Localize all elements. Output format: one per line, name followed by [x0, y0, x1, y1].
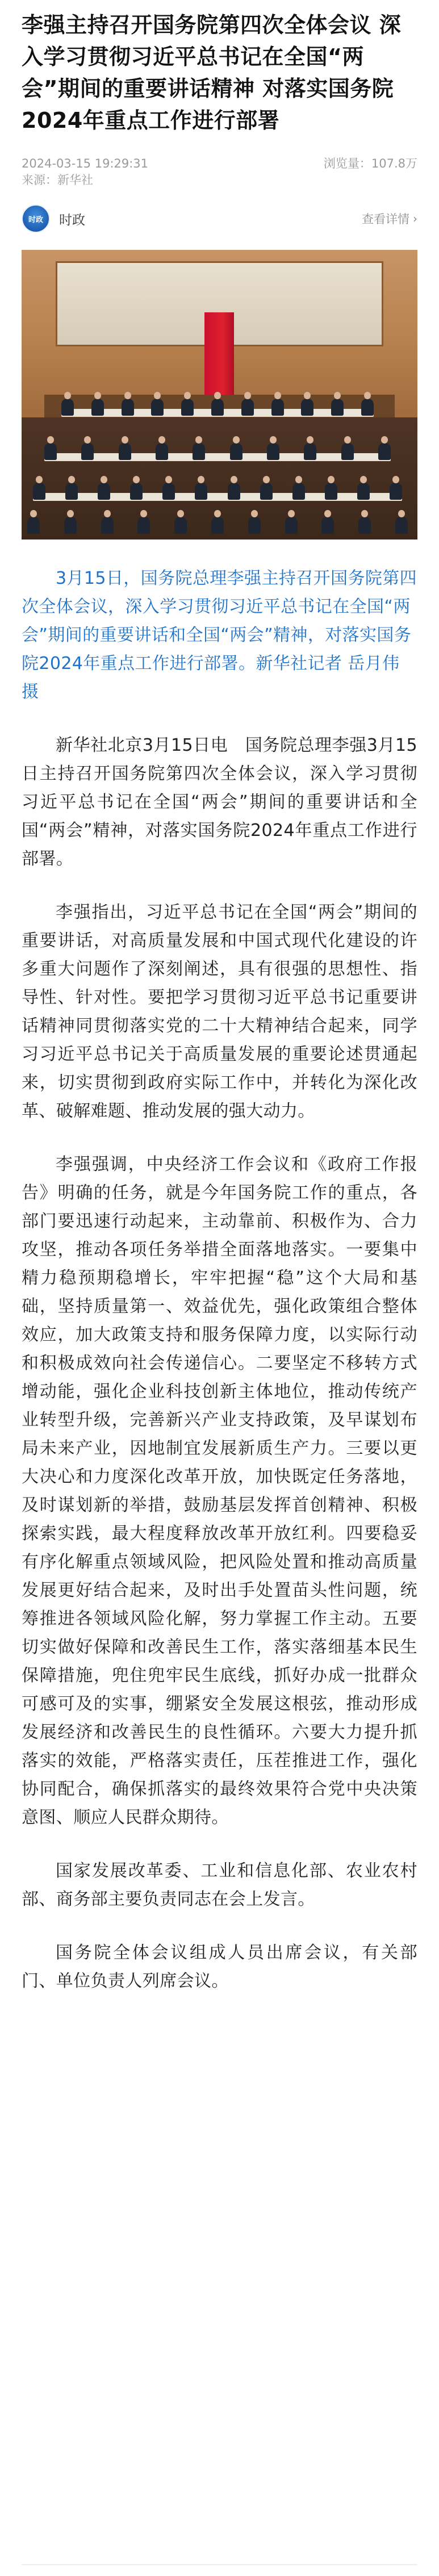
photo-attendee	[228, 483, 240, 500]
photo-attendee	[162, 483, 175, 500]
article-source: 来源：新华社	[22, 173, 93, 187]
photo-attendee	[211, 517, 224, 534]
photo-attendee	[122, 399, 134, 416]
photo-attendee	[156, 443, 168, 460]
photo-table	[44, 453, 391, 461]
photo-attendee	[248, 517, 261, 534]
body-paragraph-3: 李强强调，中央经济工作会议和《政府工作报告》明确的任务，就是今年国务院工作的重点，各部门要迅速行动起来，主动靠前、积极作为、合力攻坚，推动各项任务举措全面落地落实。一要集中精力稳预期稳增长，牢牢把握“稳”这个大局和基础，坚持质量第一、效益优先，强化政策组合整体效应，加大政策支持和服务保障力度，以实际行动和积极成效向社会传递信心。二要坚定不移转方式增动能，强化企业科技创新主体地位，推动传统产业转型升级，完善新兴产业支持政策，及早谋划布局未来产业，因地制宜发展新质生产力。三要以更大决心和力度深化改革开放，加快既定任务落地，及时谋划新的举措，鼓励基层发挥首创精神、积极探索实践，最大程度释放改革开放红利。四要稳妥有序化解重点领域风险，把风险处置和推动高质量发展更好结合起来，及时出手处置苗头性问题，统筹推进各领域风险化解，努力掌握工作主动。五要切实做好保障和改善民生工作，落实落细基本民生保障措施，兜住兜牢民生底线，抓好办成一批群众可感可及的实事，绷紧安全发展这根弦，推动形成发展经济和改善民生的良性循环。六要大力提升抓落实的效能，严格落实责任，压茬推进工作，强化协同配合，确保抓落实的最终效果符合党中央决策意图、顺应人民群众期待。	[22, 1155, 417, 1828]
photo-attendee	[61, 399, 74, 416]
body-paragraph-4: 国家发展改革委、工业和信息化部、农业农村部、商务部主要负责同志在会上发言。	[22, 1861, 417, 1909]
meeting-photo	[22, 250, 417, 540]
photo-attendee	[271, 399, 284, 416]
publish-datetime: 2024-03-15 19:29:31	[22, 157, 149, 170]
photo-attendee	[119, 443, 131, 460]
photo-attendee	[211, 399, 224, 416]
photo-attendee	[193, 443, 205, 460]
photo-attendee	[358, 517, 371, 534]
photo-attendee	[101, 517, 114, 534]
photo-attendee	[81, 443, 94, 460]
photo-attendee	[130, 483, 143, 500]
photo-attendee	[230, 443, 243, 460]
photo-attendee	[195, 483, 207, 500]
photo-attendee	[378, 443, 391, 460]
photo-attendee	[285, 517, 298, 534]
photo-attendee	[181, 399, 194, 416]
photo-attendee	[361, 399, 374, 416]
photo-attendee	[292, 483, 305, 500]
photo-attendee	[321, 517, 334, 534]
photo-attendee	[151, 399, 164, 416]
photo-attendee	[301, 399, 313, 416]
photo-attendee	[33, 483, 45, 500]
photo-attendee	[260, 483, 273, 500]
photo-attendee	[341, 443, 354, 460]
article-title: 李强主持召开国务院第四次全体会议 深入学习贯彻习近平总书记在全国“两会”期间的重要讲话精神 对落实国务院2024年重点工作进行部署	[22, 12, 402, 133]
photo-caption: 3月15日，国务院总理李强主持召开国务院第四次全体会议，深入学习贯彻习近平总书记在全国“两会”期间的重要讲话和全国“两会”精神，对落实国务院2024年重点工作进行部署。新华社记者 岳月伟 摄	[22, 568, 417, 702]
view-details-link[interactable]	[362, 210, 417, 227]
photo-attendee	[267, 443, 279, 460]
photo-attendee	[91, 399, 104, 416]
photo-attendee	[395, 517, 408, 534]
photo-attendee	[325, 483, 337, 500]
article-meta	[22, 156, 417, 172]
channel-bar	[22, 203, 417, 234]
photo-attendee	[64, 517, 77, 534]
photo-attendee	[357, 483, 370, 500]
photo-attendee	[137, 517, 150, 534]
photo-attendee	[241, 399, 254, 416]
body-paragraph-5: 国务院全体会议组成人员出席会议，有关部门、单位负责人列席会议。	[22, 1943, 417, 1991]
photo-table	[33, 493, 402, 501]
body-paragraph-1: 新华社北京3月15日电 国务院总理李强3月15日主持召开国务院第四次全体会议，深入学习贯彻习近平总书记在全国“两会”期间的重要讲话和全国“两会”精神，对落实国务院2024年重点工作进行部署。	[22, 735, 417, 869]
chevron-right-icon: ›	[413, 212, 417, 225]
photo-attendee	[331, 399, 344, 416]
photo-attendee	[27, 517, 40, 534]
body-paragraph-2: 李强指出，习近平总书记在全国“两会”期间的重要讲话，对高质量发展和中国式现代化建设的许多重大问题作了深刻阐述，具有很强的思想性、指导性、针对性。要把学习贯彻习近平总书记重要讲话精神同贯彻落实党的二十大精神结合起来，同学习习近平总书记关于高质量发展的重要论述贯通起来，切实贯彻到政府实际工作中，并转化为深化改革、破解难题、推动发展的强大动力。	[22, 902, 417, 1121]
photo-attendee	[98, 483, 110, 500]
bottom-divider	[22, 2564, 417, 2565]
channel-logo[interactable]: 时政	[22, 204, 50, 233]
view-details-label[interactable]: 查看详情	[362, 212, 409, 226]
channel-name[interactable]: 时政	[59, 212, 85, 228]
photo-attendee	[304, 443, 316, 460]
photo-attendee	[44, 443, 57, 460]
photo-attendee	[174, 517, 187, 534]
channel-info[interactable]	[22, 204, 85, 233]
photo-attendee	[390, 483, 402, 500]
photo-attendee	[65, 483, 78, 500]
national-flag	[204, 312, 234, 398]
view-count: 浏览量：107.8万	[323, 157, 417, 170]
